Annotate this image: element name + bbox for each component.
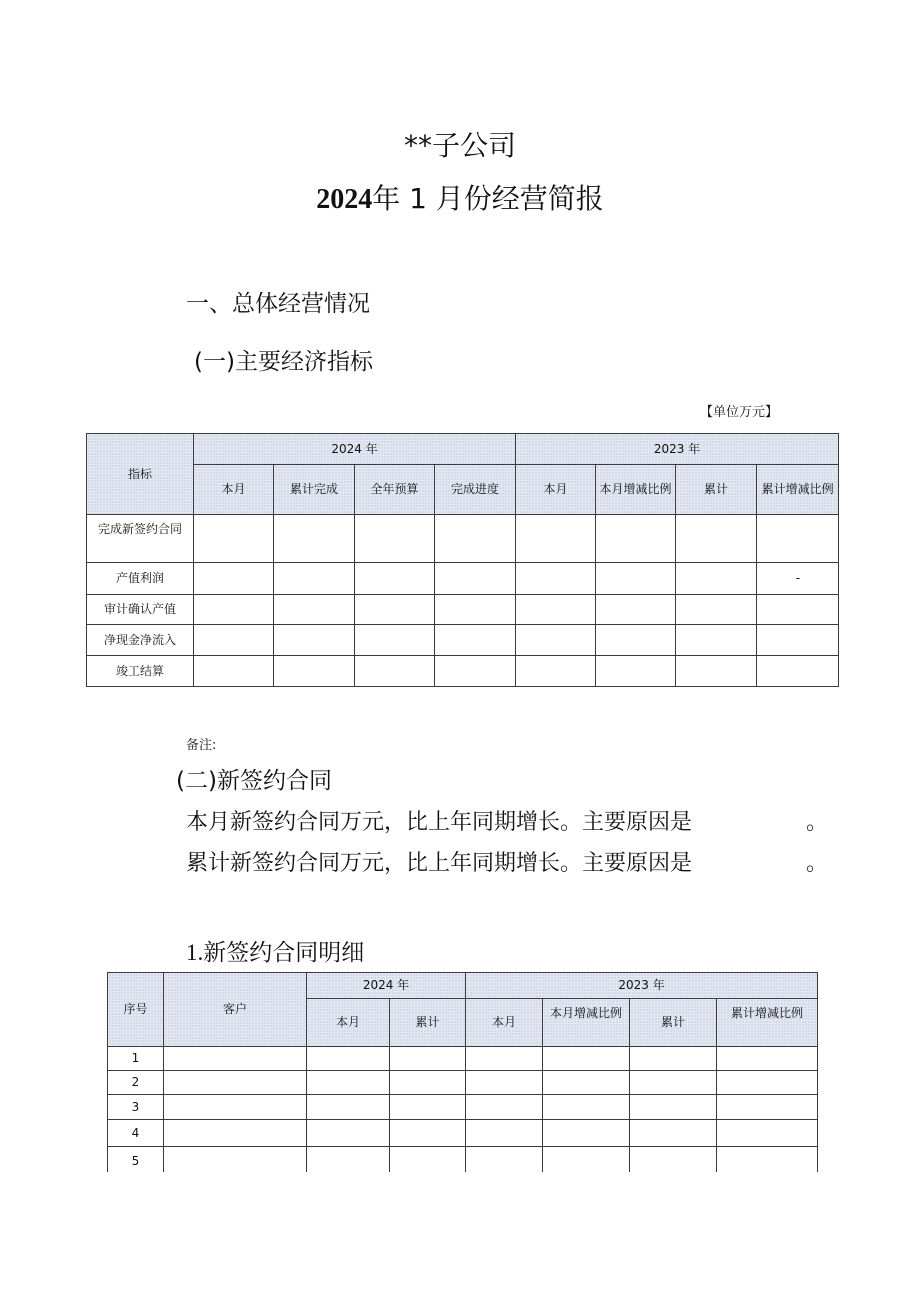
row-number: 2 bbox=[108, 1071, 164, 1095]
col-header: 本月 bbox=[516, 465, 596, 515]
indicator-header: 指标 bbox=[87, 434, 194, 515]
row-label: 净现金净流入 bbox=[87, 625, 194, 656]
paragraph-cumulative-contracts: 累计新签约合同万元，比上年同期增长。主要原因是 bbox=[186, 851, 693, 876]
detail-number: 1. bbox=[186, 940, 204, 965]
table-row bbox=[108, 1120, 818, 1147]
subsection-heading-indicators: (一)主要经济指标 bbox=[194, 349, 373, 375]
remark-label: 备注: bbox=[186, 738, 217, 753]
detail-heading-text: 新签约合同明细 bbox=[203, 940, 365, 966]
table-row bbox=[108, 1047, 818, 1071]
paragraph-end-mark: 。 bbox=[806, 851, 829, 876]
indicators-table bbox=[86, 433, 839, 687]
paragraph-monthly-contracts: 本月新签约合同万元，比上年同期增长。主要原因是 bbox=[186, 810, 693, 835]
row-label: 完成新签约合同 bbox=[87, 515, 194, 563]
col-header: 完成进度 bbox=[435, 465, 516, 515]
table-row bbox=[87, 625, 839, 656]
table-row bbox=[108, 1147, 818, 1173]
col-header: 累计增减比例 bbox=[717, 999, 818, 1047]
group-header-2023: 2023 年 bbox=[516, 434, 839, 465]
row-label: 审计确认产值 bbox=[87, 595, 194, 625]
row-label: 竣工结算 bbox=[87, 656, 194, 687]
report-title-rest: 年 1 月份经营简报 bbox=[372, 182, 604, 215]
table-row bbox=[108, 1095, 818, 1120]
detail-heading bbox=[186, 934, 364, 967]
col-header: 累计增减比例 bbox=[757, 465, 839, 515]
table-row bbox=[87, 563, 839, 595]
report-title bbox=[0, 177, 920, 217]
col-header: 累计 bbox=[676, 465, 757, 515]
contract-detail-table-wrap bbox=[107, 972, 819, 1172]
table-row bbox=[87, 595, 839, 625]
unit-label: 【单位万元】 bbox=[700, 405, 779, 420]
row-number: 4 bbox=[108, 1120, 164, 1147]
seq-header: 序号 bbox=[108, 973, 164, 1047]
report-company-title: **子公司 bbox=[403, 129, 516, 162]
group-header-2023: 2023 年 bbox=[466, 973, 818, 999]
group-header-2024: 2024 年 bbox=[194, 434, 516, 465]
client-header: 客户 bbox=[164, 973, 307, 1047]
col-header: 本月 bbox=[194, 465, 274, 515]
table-row bbox=[87, 515, 839, 563]
dash-cell: - bbox=[757, 563, 839, 595]
subsection-heading-contracts: (二)新签约合同 bbox=[176, 768, 332, 794]
row-number: 5 bbox=[108, 1147, 164, 1173]
col-header: 本月 bbox=[307, 999, 390, 1047]
col-header: 本月 bbox=[466, 999, 543, 1047]
row-number: 3 bbox=[108, 1095, 164, 1120]
table-row bbox=[87, 656, 839, 687]
table-row bbox=[108, 1071, 818, 1095]
col-header: 全年预算 bbox=[355, 465, 435, 515]
report-year: 2024 bbox=[316, 184, 373, 215]
col-header: 本月增减比例 bbox=[543, 999, 630, 1047]
col-header: 累计完成 bbox=[274, 465, 355, 515]
col-header: 累计 bbox=[630, 999, 717, 1047]
paragraph-end-mark: 。 bbox=[806, 810, 829, 835]
row-label: 产值利润 bbox=[87, 563, 194, 595]
contract-detail-table bbox=[107, 972, 818, 1172]
group-header-2024: 2024 年 bbox=[307, 973, 466, 999]
col-header: 累计 bbox=[390, 999, 466, 1047]
row-number: 1 bbox=[108, 1047, 164, 1071]
col-header: 本月增减比例 bbox=[596, 465, 676, 515]
section-heading-overview: 一、总体经营情况 bbox=[186, 291, 370, 317]
